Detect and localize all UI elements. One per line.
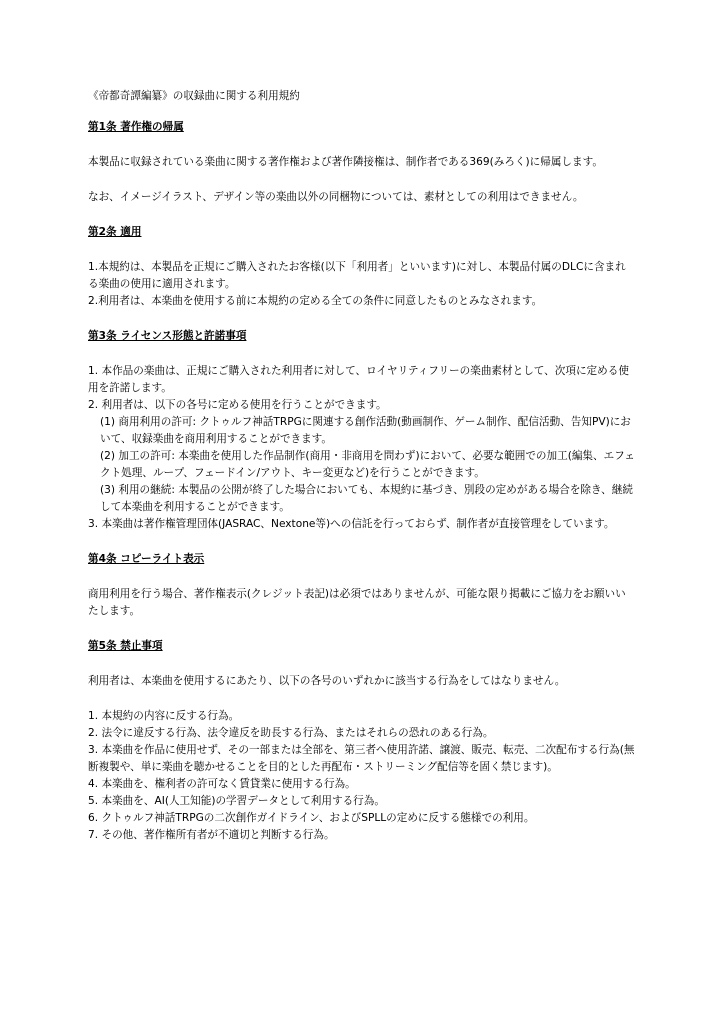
section-5-item-3: 3. 本楽曲を作品に使用せず、その一部または全部を、第三者へ使用許諾、譲渡、販売、転売、二次配布する行為(無断複製や、単に楽曲を聴かせることを目的とした再配布・ストリーミング配信等を固く禁じます)。 bbox=[88, 744, 635, 773]
section-3-heading: 第3条 ライセンス形態と許諾事項 bbox=[88, 330, 247, 342]
section-2-item-2: 2.利用者は、本楽曲を使用する前に本規約の定める全ての条件に同意したものとみなされます。 bbox=[88, 295, 543, 307]
section-3-item-2: 2. 利用者は、以下の各号に定める使用を行うことができます。 bbox=[88, 399, 387, 411]
section-5-heading: 第5条 禁止事項 bbox=[88, 640, 163, 652]
section-5-item-6: 6. クトゥルフ神話TRPGの二次創作ガイドライン、およびSPLLの定めに反する態様での利用。 bbox=[88, 812, 535, 824]
section-3-item-2-sub-3: (3) 利用の継続: 本製品の公開が終了した場合においても、本規約に基づき、別段の定めがある場合を除き、継続して本楽曲を利用することができます。 bbox=[100, 484, 633, 513]
section-4-paragraph-1: 商用利用を行う場合、著作権表示(クレジット表記)は必須ではありませんが、可能な限り掲載にご協力をお願いいたします。 bbox=[88, 588, 626, 617]
section-5-item-2: 2. 法令に違反する行為、法令違反を助長する行為、またはそれらの恐れのある行為。 bbox=[88, 727, 494, 739]
section-1-heading: 第1条 著作権の帰属 bbox=[88, 121, 184, 133]
document-title: 《帝都奇譚編纂》の収録曲に関する利用規約 bbox=[88, 90, 300, 102]
section-3-item-1: 1. 本作品の楽曲は、正規にご購入された利用者に対して、ロイヤリティフリーの楽曲素材として、次項に定める使用を許諾します。 bbox=[88, 365, 629, 394]
section-3-item-2-sub-2: (2) 加工の許可: 本楽曲を使用した作品制作(商用・非商用を問わず)において、必要な範囲での加工(編集、エフェクト処理、ループ、フェードイン/アウト、キー変更など)を行うことができます。 bbox=[100, 450, 635, 479]
section-5-item-7: 7. その他、著作権所有者が不適切と判断する行為。 bbox=[88, 829, 335, 841]
section-5-item-4: 4. 本楽曲を、権利者の許可なく賃貸業に使用する行為。 bbox=[88, 778, 356, 790]
section-4-heading: 第4条 コピーライト表示 bbox=[88, 553, 205, 565]
section-3-item-2-sub-1: (1) 商用利用の許可: クトゥルフ神話TRPGに関連する創作活動(動画制作、ゲーム制作、配信活動、告知PV)において、収録楽曲を商用利用することができます。 bbox=[100, 416, 631, 445]
section-1-paragraph-1: 本製品に収録されている楽曲に関する著作権および著作隣接権は、制作者である369(みろく)に帰属します。 bbox=[88, 156, 603, 168]
section-3-item-3: 3. 本楽曲は著作権管理団体(JASRAC、Nextone等)への信託を行っておらず、制作者が直接管理をしています。 bbox=[88, 518, 615, 530]
section-5-intro: 利用者は、本楽曲を使用するにあたり、以下の各号のいずれかに該当する行為をしてはなりません。 bbox=[88, 675, 566, 687]
section-2-heading: 第2条 適用 bbox=[88, 226, 142, 238]
section-5-item-1: 1. 本規約の内容に反する行為。 bbox=[88, 710, 240, 722]
section-1-paragraph-2: なお、イメージイラスト、デザイン等の楽曲以外の同梱物については、素材としての利用はできません。 bbox=[88, 191, 584, 203]
section-5-item-5: 5. 本楽曲を、AI(人工知能)の学習データとして利用する行為。 bbox=[88, 795, 385, 807]
terms-document bbox=[88, 88, 636, 844]
section-2-item-1: 1.本規約は、本製品を正規にご購入されたお客様(以下「利用者」といいます)に対し、本製品付属のDLCに含まれる楽曲の使用に適用されます。 bbox=[88, 261, 626, 290]
